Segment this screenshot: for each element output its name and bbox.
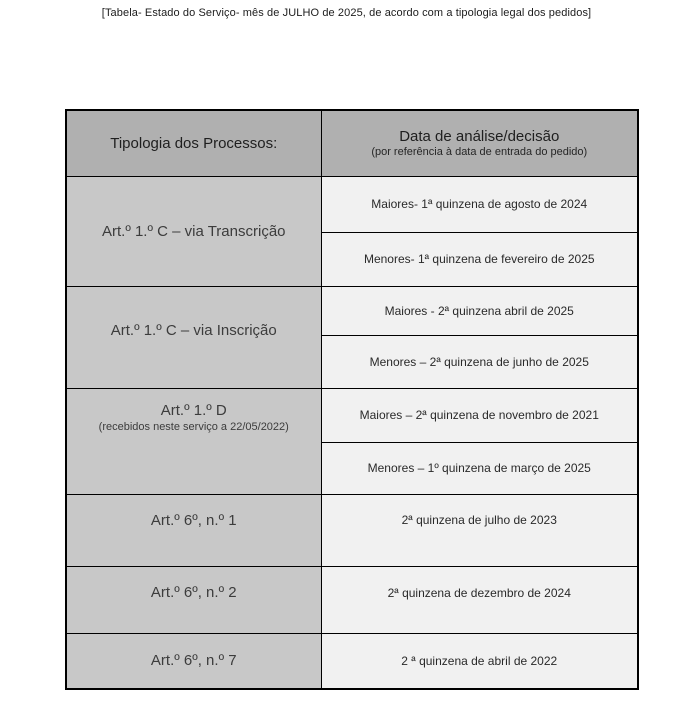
decisao-cell: Maiores - 2ª quinzena abril de 2025 xyxy=(321,286,638,335)
table-row xyxy=(66,494,638,566)
tipologia-cell-6-7: Art.º 6º, n.º 7 xyxy=(66,633,321,689)
header-data-decisao-label: Data de análise/decisão xyxy=(399,128,560,146)
decisao-cell: Menores- 1ª quinzena de fevereiro de 2025 xyxy=(321,232,638,286)
tipologia-note: (recebidos neste serviço a 22/05/2022) xyxy=(98,420,289,433)
tipologia-label: Art.º 1.º C – via Transcrição xyxy=(101,222,286,240)
tipologia-label: Art.º 1.º C – via Inscrição xyxy=(110,321,277,339)
header-cell-data-decisao xyxy=(321,110,638,176)
tipologia-cell-1c-transcricao xyxy=(66,176,321,286)
header-cell-tipologia xyxy=(66,110,321,176)
decisao-cell: 2ª quinzena de dezembro de 2024 xyxy=(321,566,638,633)
page-title: [Tabela- Estado do Serviço- mês de JULHO de 2025, de acordo com a tipologia legal dos pedidos] xyxy=(101,7,592,19)
tipologia-cell-1c-inscricao xyxy=(66,286,321,388)
service-status-table xyxy=(65,109,639,690)
header-tipologia-label: Tipologia dos Processos: xyxy=(110,134,278,152)
tipologia-cell-6-2: Art.º 6º, n.º 2 xyxy=(66,566,321,633)
decisao-cell: 2ª quinzena de julho de 2023 xyxy=(321,494,638,566)
decisao-cell: Maiores – 2ª quinzena de novembro de 2021 xyxy=(321,388,638,442)
tipologia-label: Art.º 1.º D xyxy=(160,401,227,419)
decisao-cell: Maiores- 1ª quinzena de agosto de 2024 xyxy=(321,176,638,232)
header-data-decisao-sublabel: (por referência à data de entrada do pedido) xyxy=(371,146,588,159)
decisao-cell: Menores – 1º quinzena de março de 2025 xyxy=(321,442,638,494)
decisao-cell: Menores – 2ª quinzena de junho de 2025 xyxy=(321,335,638,388)
decisao-cell: 2 ª quinzena de abril de 2022 xyxy=(321,633,638,689)
table-header-row xyxy=(66,110,638,176)
table-row xyxy=(66,388,638,442)
table-row xyxy=(66,566,638,633)
table-row xyxy=(66,633,638,689)
tipologia-cell-1d xyxy=(66,388,321,494)
tipologia-cell-6-1: Art.º 6º, n.º 1 xyxy=(66,494,321,566)
table-row xyxy=(66,286,638,335)
table-row xyxy=(66,176,638,232)
